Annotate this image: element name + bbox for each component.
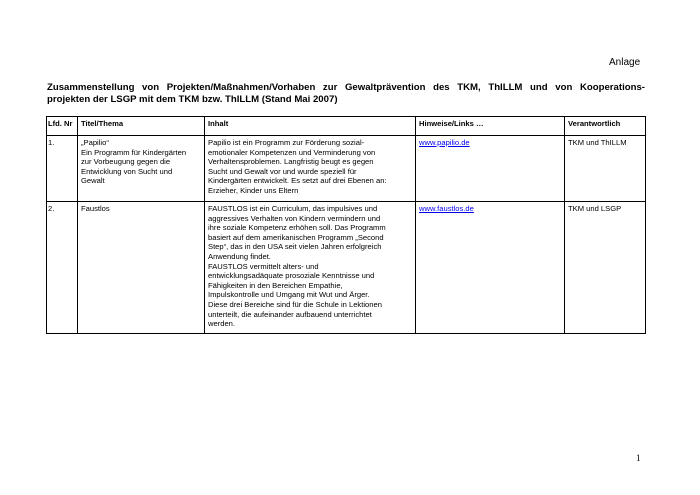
content-line: Verhaltensproblemen. Langfristig beugt es gegen <box>208 157 374 167</box>
cell-responsible: TKM und LSGP <box>565 202 646 334</box>
content-line: Papilio ist ein Programm zur Förderung sozial- <box>208 138 365 147</box>
content-line: Fähigkeiten in den Bereichen Empathie, <box>208 280 343 290</box>
table-row <box>47 136 646 202</box>
content-line: FAUSTLOS vermittelt alters- und <box>208 261 319 271</box>
table-row <box>47 202 646 334</box>
document-heading <box>47 82 645 106</box>
cell-links <box>416 136 565 202</box>
papilio-link[interactable]: www.papilio.de <box>419 138 470 147</box>
cell-title <box>78 136 205 202</box>
content-line: Impulskontrolle und Umgang mit Wut und Ärger. <box>208 290 370 300</box>
title-line: zur Vorbeugung gegen die <box>81 157 171 167</box>
column-header-nr: Lfd. Nr <box>47 117 78 136</box>
content-line: emotionaler Kompetenzen und Verminderung von <box>208 147 376 157</box>
cell-nr: 2. <box>47 202 78 334</box>
content-line: Step“, das in den USA seit vielen Jahren erfolgreich <box>208 242 382 252</box>
content-line: entwicklungsadäquate prosoziale Kenntnisse und <box>208 271 375 281</box>
title-line: Ein Programm für Kindergärten <box>81 147 187 157</box>
title-line: Entwicklung von Sucht und <box>81 166 173 176</box>
page-number: 1 <box>636 453 641 463</box>
faustlos-link[interactable]: www.faustlos.de <box>419 204 474 213</box>
column-header-responsible: Verantwortlich <box>565 117 646 136</box>
heading-line-1: Zusammenstellung von Projekten/Maßnahmen/Vorhaben zur Gewaltprävention des TKM, ThILLM und von Kooperations- <box>47 82 645 93</box>
heading-line-2: projekten der LSGP mit dem TKM bzw. ThILLM (Stand Mai 2007) <box>47 94 338 105</box>
cell-nr: 1. <box>47 136 78 202</box>
title-line: Faustlos <box>81 204 110 213</box>
cell-responsible: TKM und ThILLM <box>565 136 646 202</box>
table-header-row <box>47 117 646 136</box>
cell-title <box>78 202 205 334</box>
content-line: Kindergärten entwickelt. Es setzt auf drei Ebenen an: <box>208 176 387 186</box>
content-line: Anwendung findet. <box>208 251 271 261</box>
content-line: Sucht und Gewalt vor und wurde speziell für <box>208 166 357 176</box>
cell-content <box>205 136 416 202</box>
content-line: unterteilt, die aufeinander aufbauend unterrichtet <box>208 309 372 319</box>
content-line: ihre soziale Kompetenz erhöhen soll. Das Programm <box>208 223 386 233</box>
cell-content <box>205 202 416 334</box>
content-line: basiert auf dem amerikanischen Programm „Second <box>208 232 384 242</box>
content-line: FAUSTLOS ist ein Curriculum, das impulsives und <box>208 204 378 213</box>
column-header-content: Inhalt <box>205 117 416 136</box>
content-line: Diese drei Bereiche sind für die Schule in Lektionen <box>208 299 382 309</box>
annex-label: Anlage <box>609 57 641 68</box>
column-header-links: Hinweise/Links … <box>416 117 565 136</box>
content-line: Erzieher, Kinder uns Eltern <box>208 185 299 195</box>
title-line: „Papilio“ <box>81 138 109 147</box>
cell-links <box>416 202 565 334</box>
column-header-title: Titel/Thema <box>78 117 205 136</box>
content-line: werden. <box>208 319 236 329</box>
content-line: aggressives Verhalten von Kindern vermindern und <box>208 213 381 223</box>
title-line: Gewalt <box>81 176 105 186</box>
projects-table <box>46 116 646 334</box>
